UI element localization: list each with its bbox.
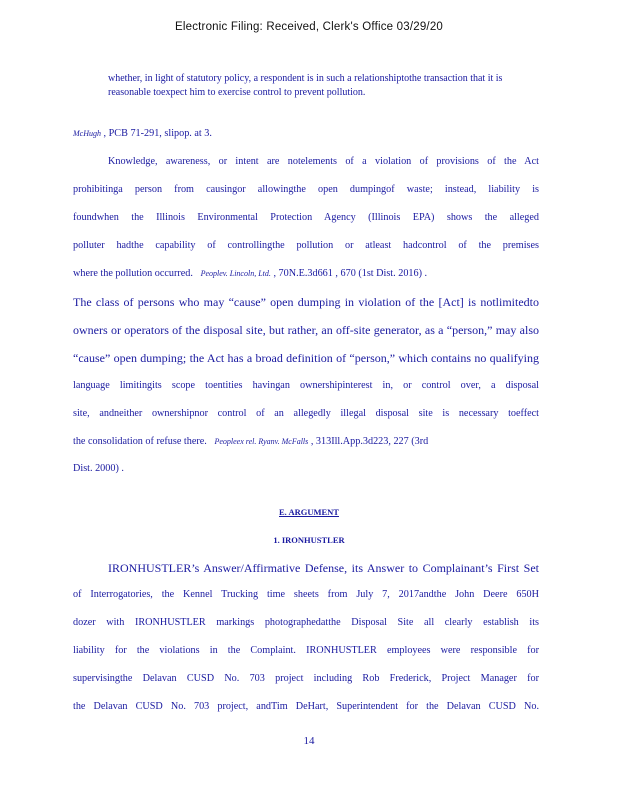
paragraph-line: site, andneither ownershipnor control of an allegedly illegal disposal site is necessary toeffect: [73, 408, 539, 419]
citation-line: [73, 128, 539, 139]
paragraph-line: Knowledge, awareness, or intent are notelements of a violation of provisions of the Act: [108, 156, 539, 167]
case-name: McHugh: [73, 129, 101, 138]
page-number: 14: [303, 735, 315, 747]
section-heading: [0, 507, 618, 517]
case-name: Peoplev. Lincoln, Ltd.: [200, 269, 271, 278]
body-line: liability for the violations in the Complaint. IRONHUSTLER employees were responsible for: [73, 645, 539, 656]
paragraph-line: foundwhen the Illinois Environmental Protection Agency (Illinois EPA) shows the alleged: [73, 212, 539, 223]
body-line: of Interrogatories, the Kennel Trucking time sheets from July 7, 2017andthe John Deere 650H: [73, 589, 539, 600]
citation-detail: , 70N.E.3d661 , 670 (1st Dist. 2016) .: [273, 268, 428, 279]
paragraph-line: [73, 268, 539, 279]
citation-detail: , 313Ill.App.3d223, 227 (3rd: [310, 436, 429, 447]
paragraph-line: [73, 436, 539, 447]
block-quote: whether, in light of statutory policy, a respondent is in such a relationshiptothe transaction that it is reasonable toexpect him to exercise control to prevent pollution.: [108, 73, 503, 98]
line-text: the consolidation of refuse there.: [73, 436, 207, 447]
citation-detail: , PCB 71-291, slipop. at 3.: [103, 128, 212, 139]
paragraph-line: The class of persons who may “cause” open dumping in violation of the [Act] is notlimitedto: [73, 295, 539, 309]
paragraph-line: Dist. 2000) .: [73, 463, 124, 474]
section-heading-text: E. ARGUMENT: [279, 507, 339, 517]
filing-header: Electronic Filing: Received, Clerk's Office 03/29/20: [174, 21, 444, 33]
paragraph-line: owners or operators of the disposal site, but rather, an off-site generator, as a “person,” may also: [73, 323, 539, 337]
paragraph-line: “cause” open dumping; the Act has a broad definition of “person,” which contains no qualifying: [73, 351, 539, 365]
body-line: supervisingthe Delavan CUSD No. 703 project including Rob Frederick, Project Manager for: [73, 673, 539, 684]
body-line: IRONHUSTLER’s Answer/Affirmative Defense, its Answer to Complainant’s First Set: [108, 561, 539, 575]
paragraph-line: language limitingits scope toentities havingan ownershipinterest in, or control over, a disposal: [73, 380, 539, 391]
subsection-heading: 1. IRONHUSTLER: [273, 535, 345, 545]
paragraph-line: polluter hadthe capability of controllingthe pollution or atleast hadcontrol of the premises: [73, 240, 539, 251]
body-line: dozer with IRONHUSTLER markings photographedatthe Disposal Site all clearly establish its: [73, 617, 539, 628]
body-line: the Delavan CUSD No. 703 project, andTim DeHart, Superintendent for the Delavan CUSD No.: [73, 701, 539, 712]
case-name: Peoplеex rel. Ryanv. McFalls: [214, 437, 309, 446]
line-text: where the pollution occurred.: [73, 268, 193, 279]
paragraph-line: prohibitinga person from causingor allowingthe open dumpingof waste; instead, liability is: [73, 184, 539, 195]
